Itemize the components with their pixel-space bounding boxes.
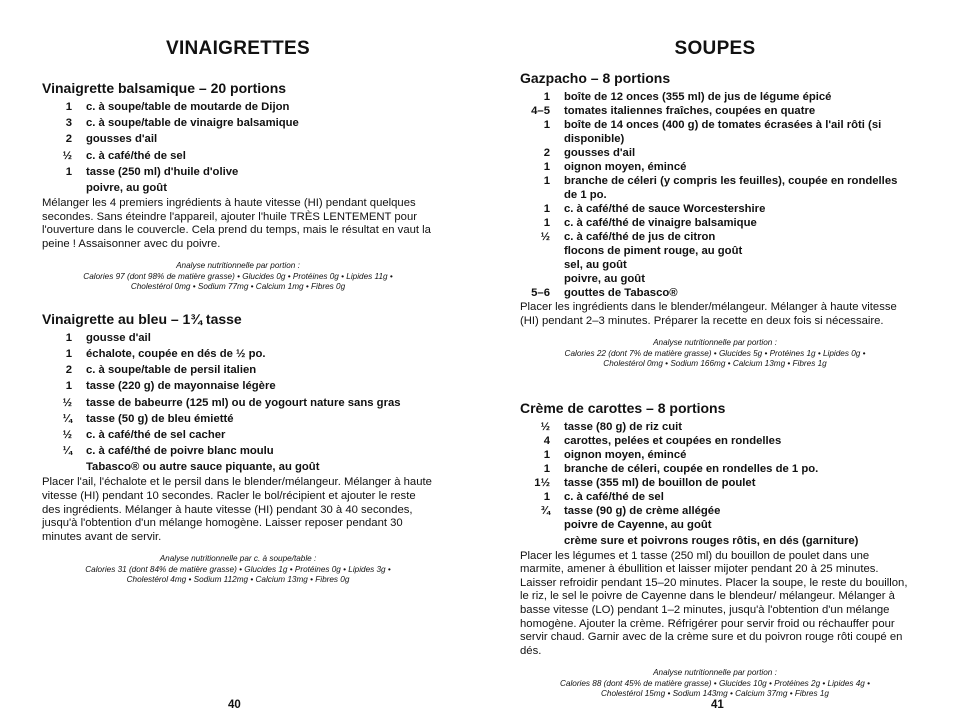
nutrition-info: [520, 668, 910, 700]
ingredient-row: [520, 90, 910, 104]
ingredient-text: poivre, au goût: [564, 273, 645, 285]
ingredient-row: [42, 331, 434, 345]
ingredient-row: [520, 420, 910, 434]
ingredient-qty: ¼: [62, 445, 72, 458]
ingredient-row: [520, 146, 910, 160]
ingredient-text: carottes, pelées et coupées en rondelles: [564, 434, 782, 447]
ingredient-row: [42, 379, 434, 393]
ingredient-row: [42, 132, 434, 146]
ingredient-row: [42, 444, 434, 458]
ingredient-row: [42, 428, 434, 442]
ingredient-row: [520, 504, 910, 518]
recipe-title: Gazpacho – 8 portions: [520, 70, 671, 86]
page-number: 40: [228, 699, 241, 711]
recipe: [42, 80, 434, 293]
ingredient-text: c. à soupe/table de moutarde de Dijon: [86, 101, 290, 113]
ingredient-row: [42, 165, 434, 179]
ingredient-text: Tabasco® ou autre sauce piquante, au goût: [86, 461, 320, 474]
nutrition-info: [42, 554, 434, 586]
ingredient-row: [520, 216, 910, 230]
ingredient-qty: ¼: [62, 412, 72, 425]
ingredient-text: tasse (80 g) de riz cuit: [564, 420, 683, 433]
ingredient-row: [42, 412, 434, 426]
recipe: [42, 311, 434, 586]
nutrition-heading: Analyse nutritionnelle par portion :: [176, 261, 300, 271]
ingredient-list: [42, 100, 434, 195]
ingredient-qty: ¾: [540, 504, 550, 517]
section-title: SOUPES: [674, 38, 756, 59]
ingredient-qty: [520, 258, 550, 272]
ingredient-text: gousses d'ail: [86, 133, 158, 146]
ingredient-text: boîte de 12 onces (355 ml) de jus de légume épicé: [564, 91, 832, 103]
ingredient-list: [520, 420, 910, 548]
ingredient-row: [520, 160, 910, 174]
ingredient-row: [42, 149, 434, 163]
ingredient-qty: 1: [65, 348, 72, 360]
ingredient-row: [42, 363, 434, 377]
ingredient-list: [520, 90, 910, 300]
nutrition-heading: Analyse nutritionnelle par c. à soupe/table :: [159, 554, 317, 564]
recipe-instructions: Placer les légumes et 1 tasse (250 ml) du bouillon de poulet dans une marmite, amener à ébullition et laisser mijoter pendant 20 à 25 minutes. Laisser refroidir pendant 15–20 minutes. Placer la soupe, le reste du bouillon, le riz, le sel le poivre de Cayenne dans le blendeur/ mélangeur. Mélanger à basse vitesse (LO) pendant 1–2 minutes, jusqu'à l'obtention d'un mélange homogène. Ajouter la crème. Réfrigérer pour servir froid ou réchauffer pour servir chaud. Garnir avec de la crème sure et du poivron rouge rôti coupé en dés.: [520, 549, 908, 657]
nutrition-info: [520, 338, 910, 370]
ingredient-text: boîte de 14 onces (400 g) de tomates écrasées à l'ail rôti (si disponible): [564, 119, 882, 145]
recipe-title: Vinaigrette au bleu – 1¾ tasse: [42, 310, 242, 327]
ingredient-text: tasse (220 g) de mayonnaise légère: [86, 380, 276, 393]
ingredient-text: oignon moyen, émincé: [564, 448, 687, 461]
ingredient-qty: [42, 460, 72, 474]
ingredient-qty: 2: [65, 364, 72, 377]
ingredient-text: c. à soupe/table de vinaigre balsamique: [86, 117, 299, 130]
ingredient-text: c. à café/thé de sel: [86, 149, 186, 162]
ingredient-qty: 1: [543, 161, 550, 173]
ingredient-qty: [520, 272, 550, 286]
nutrition-line: Cholestérol 15mg • Sodium 143mg • Calcium 37mg • Fibres 1g: [601, 689, 829, 699]
ingredient-row: [520, 534, 910, 548]
left-page: [42, 0, 434, 726]
ingredient-qty: 1: [543, 462, 550, 475]
nutrition-heading: Analyse nutritionnelle par portion :: [653, 668, 777, 678]
ingredient-text: tasse (50 g) de bleu émietté: [86, 412, 234, 425]
ingredient-row: [520, 202, 910, 216]
ingredient-text: branche de céleri, coupée en rondelles de 1 po.: [564, 462, 819, 475]
ingredient-list: [42, 331, 434, 474]
ingredient-text: c. à café/thé de sauce Worcestershire: [564, 203, 766, 215]
ingredient-text: tasse (355 ml) de bouillon de poulet: [564, 476, 756, 489]
ingredient-row: [520, 434, 910, 448]
ingredient-qty: 1: [65, 101, 72, 113]
ingredient-text: tasse (250 ml) d'huile d'olive: [86, 165, 239, 178]
ingredient-qty: 1½: [534, 476, 550, 489]
ingredient-text: échalote, coupée en dés de ½ po.: [86, 348, 266, 360]
ingredient-row: [42, 181, 434, 195]
ingredient-row: [520, 230, 910, 244]
page-content: [520, 70, 910, 700]
recipe-title: Vinaigrette balsamique – 20 portions: [42, 80, 287, 96]
ingredient-qty: 1: [543, 203, 550, 215]
ingredient-row: [520, 272, 910, 286]
ingredient-qty: 2: [65, 133, 72, 146]
page-number: 41: [711, 699, 724, 711]
ingredient-qty: [42, 181, 72, 195]
recipe-instructions: Mélanger les 4 premiers ingrédients à haute vitesse (HI) pendant quelques secondes. Sans éteindre l'appareil, ajouter l'huile TRÈS LENTEMENT pour l'ouverture dans le couvercle. Cela prend du temps, mais le résultat en vaut la peine ! Assaisonner avec du poivre.: [42, 196, 431, 250]
ingredient-qty: 2: [543, 147, 550, 159]
nutrition-line: Cholestérol 0mg • Sodium 166mg • Calcium 13mg • Fibres 1g: [603, 359, 827, 369]
ingredient-row: [520, 462, 910, 476]
ingredient-qty: 4: [543, 434, 550, 447]
ingredient-row: [42, 347, 434, 361]
ingredient-qty: 1: [543, 91, 550, 103]
nutrition-info: [42, 261, 434, 293]
ingredient-text: tasse de babeurre (125 ml) ou de yogourt nature sans gras: [86, 396, 401, 409]
ingredient-row: [520, 118, 910, 146]
ingredient-row: [520, 258, 910, 272]
recipe-instructions: Placer l'ail, l'échalote et le persil dans le blender/mélangeur. Mélanger à haute vitesse (HI) pendant 10 secondes. Racler le bol/récipient et ajouter le reste des ingrédients. Mélanger à haute vitesse (HI) pendant 30 à 40 secondes, jusqu'à l'obtention d'un mélange homogène. Laisser reposer pendant 30 minutes avant de servir.: [42, 476, 432, 543]
nutrition-line: Cholestérol 0mg • Sodium 77mg • Calcium 1mg • Fibres 0g: [130, 282, 346, 292]
ingredient-text: poivre, au goût: [86, 181, 167, 194]
ingredient-qty: [520, 534, 550, 548]
ingredient-text: c. à café/thé de poivre blanc moulu: [86, 445, 274, 458]
right-page: [520, 0, 910, 726]
ingredient-text: c. à café/thé de vinaigre balsamique: [564, 217, 757, 229]
ingredient-text: oignon moyen, émincé: [564, 161, 687, 173]
section-title: VINAIGRETTES: [165, 38, 310, 59]
nutrition-line: Calories 31 (dont 84% de matière grasse) • Glucides 1g • Protéines 0g • Lipides 3g •: [85, 564, 391, 574]
ingredient-text: gousses d'ail: [564, 147, 636, 159]
ingredient-text: c. à café/thé de sel: [564, 490, 664, 503]
nutrition-heading: Analyse nutritionnelle par portion :: [653, 338, 777, 348]
ingredient-text: tasse (90 g) de crème allégée: [564, 504, 721, 517]
ingredient-qty: [520, 244, 550, 258]
ingredient-row: [42, 396, 434, 410]
ingredient-qty: 1: [65, 165, 72, 178]
ingredient-qty: 1: [65, 331, 72, 344]
recipe: [520, 400, 910, 700]
ingredient-row: [520, 104, 910, 118]
ingredient-row: [520, 174, 910, 202]
ingredient-row: [520, 244, 910, 258]
recipe-instructions: Placer les ingrédients dans le blender/mélangeur. Mélanger à haute vitesse (HI) pendant 2–3 minutes. Préparer la recette en deux fois si nécessaire.: [520, 301, 897, 327]
ingredient-text: tomates italiennes fraîches, coupées en quatre: [564, 105, 816, 117]
ingredient-qty: 3: [65, 117, 72, 130]
ingredient-text: gousse d'ail: [86, 331, 151, 344]
nutrition-line: Calories 97 (dont 98% de matière grasse) • Glucides 0g • Protéines 0g • Lipides 11g •: [83, 271, 393, 281]
ingredient-text: c. à café/thé de sel cacher: [86, 428, 226, 441]
ingredient-row: [42, 100, 434, 114]
ingredient-qty: ½: [540, 231, 550, 243]
nutrition-line: Calories 22 (dont 7% de matière grasse) • Glucides 5g • Protéines 1g • Lipides 0g •: [564, 348, 866, 358]
ingredient-qty: 1: [543, 175, 550, 187]
nutrition-line: Calories 88 (dont 45% de matière grasse) • Glucides 10g • Protéines 2g • Lipides 4g •: [559, 678, 871, 688]
ingredient-qty: ½: [540, 420, 550, 433]
ingredient-text: poivre de Cayenne, au goût: [564, 518, 712, 531]
ingredient-qty: ½: [62, 396, 72, 409]
nutrition-line: Cholestérol 4mg • Sodium 112mg • Calcium 13mg • Fibres 0g: [126, 575, 350, 585]
ingredient-row: [520, 476, 910, 490]
ingredient-text: crème sure et poivrons rouges rôtis, en dés (garniture): [564, 534, 859, 547]
page-content: [42, 80, 434, 586]
ingredient-row: [520, 490, 910, 504]
ingredient-qty: 1: [543, 217, 550, 229]
recipe: [520, 70, 910, 370]
ingredient-text: gouttes de Tabasco®: [564, 287, 678, 299]
recipe-title: Crème de carottes – 8 portions: [520, 399, 726, 416]
ingredient-qty: [520, 518, 550, 532]
ingredient-qty: 1: [543, 448, 550, 461]
ingredient-row: [520, 518, 910, 532]
ingredient-row: [520, 448, 910, 462]
ingredient-row: [42, 116, 434, 130]
ingredient-row: [520, 286, 910, 300]
ingredient-qty: ½: [62, 428, 72, 441]
ingredient-text: c. à café/thé de jus de citron: [564, 231, 716, 243]
ingredient-qty: 4–5: [531, 105, 550, 117]
ingredient-text: branche de céleri (y compris les feuilles), coupée en rondelles de 1 po.: [564, 175, 898, 201]
ingredient-row: [42, 460, 434, 474]
ingredient-qty: 5–6: [531, 287, 550, 299]
ingredient-qty: 1: [543, 119, 550, 131]
ingredient-qty: 1: [543, 490, 550, 503]
ingredient-qty: ½: [62, 149, 72, 162]
ingredient-text: sel, au goût: [564, 259, 627, 271]
ingredient-text: flocons de piment rouge, au goût: [564, 245, 743, 257]
ingredient-text: c. à soupe/table de persil italien: [86, 364, 257, 377]
ingredient-qty: 1: [65, 380, 72, 393]
